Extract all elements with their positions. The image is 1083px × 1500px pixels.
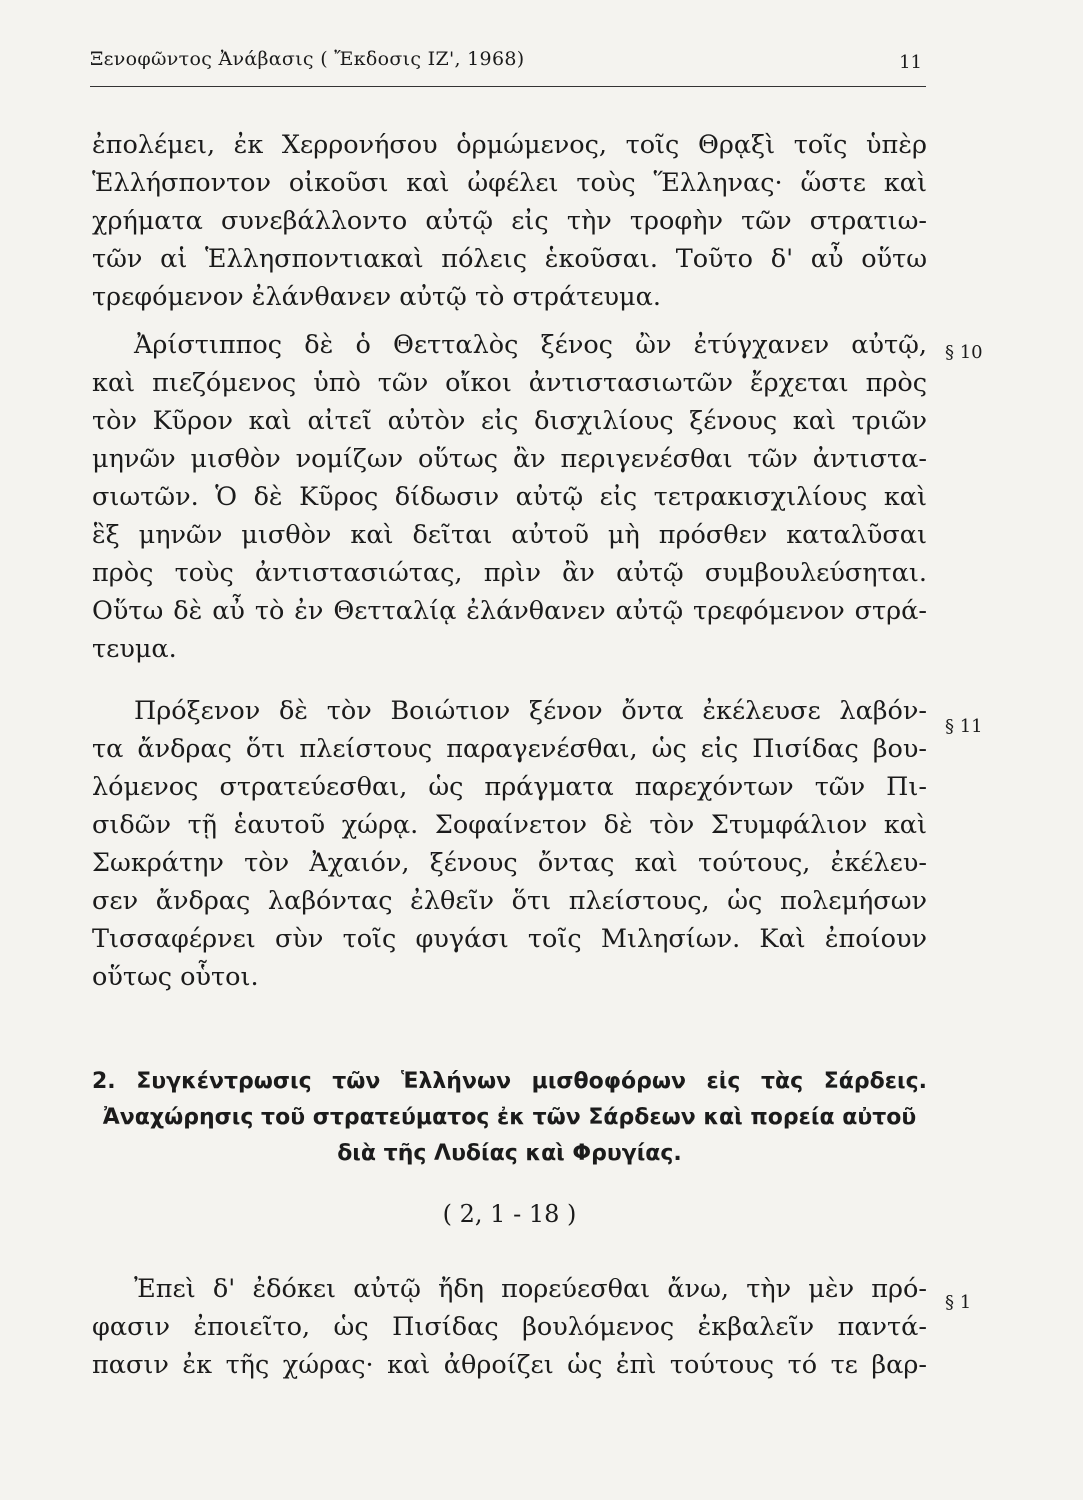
text-line: ἐπολέμει, ἐκ Χερρονήσου ὁρμώμενος, τοῖς Θρᾳξὶ τοῖς ὑπὲρ (92, 130, 927, 160)
text-line: τρεφόμενον ἐλάνθανεν αὐτῷ τὸ στράτευμα. (92, 282, 661, 312)
text-line: ἓξ μηνῶν μισθὸν καὶ δεῖται αὐτοῦ μὴ πρόσθεν καταλῦσαι (92, 520, 927, 550)
text-line: πρὸς τοὺς ἀντιστασιώτας, πρὶν ἂν αὐτῷ συμβουλεύσηται. (92, 558, 927, 588)
text-line: λόμενος στρατεύεσθαι, ὡς πράγματα παρεχόντων τῶν Πι- (92, 772, 927, 802)
page-number: 11 (899, 52, 922, 73)
text-line: Τισσαφέρνει σὺν τοῖς φυγάσι τοῖς Μιλησίων. Καὶ ἐποίουν (92, 924, 927, 954)
text-line: σιδῶν τῇ ἑαυτοῦ χώρᾳ. Σοφαίνετον δὲ τὸν Στυμφάλιον καὶ (92, 810, 927, 840)
text-line: Πρόξενον δὲ τὸν Βοιώτιον ξένον ὄντα ἐκέλευσε λαβόν- (134, 696, 927, 726)
section-heading (92, 1064, 927, 1172)
text-line: φασιν ἐποιεῖτο, ὡς Πισίδας βουλόμενος ἐκβαλεῖν παντά- (92, 1312, 927, 1342)
chapter-range: ( 2, 1 - 18 ) (442, 1200, 577, 1228)
section-mark-11: § 11 (945, 716, 983, 737)
text-line: οὕτως οὗτοι. (92, 962, 259, 992)
text-line: σεν ἄνδρας λαβόντας ἐλθεῖν ὅτι πλείστους, ὡς πολεμήσων (92, 886, 927, 916)
text-line: τὸν Κῦρον καὶ αἰτεῖ αὐτὸν εἰς δισχιλίους ξένους καὶ τριῶν (92, 406, 927, 436)
text-line: τευμα. (92, 634, 177, 664)
running-title: Ξενοφῶντος Ἀνάβασις ( Ἔκδοσις ΙΖ', 1968) (90, 48, 525, 70)
heading-line: Ἀναχώρησις τοῦ στρατεύματος ἐκ τῶν Σάρδεων καὶ πορεία αὐτοῦ (102, 1105, 917, 1130)
paragraph-3 (92, 692, 927, 996)
paragraph-1 (92, 126, 927, 316)
running-header (90, 46, 926, 87)
text-line: Οὕτω δὲ αὖ τὸ ἐν Θετταλίᾳ ἐλάνθανεν αὐτῷ τρεφόμενον στρά- (92, 596, 927, 626)
text-line: Ἀρίστιππος δὲ ὁ Θετταλὸς ξένος ὢν ἐτύγχανεν αὐτῷ, (134, 330, 927, 360)
text-line: τα ἄνδρας ὅτι πλείστους παραγενέσθαι, ὡς εἰς Πισίδας βου- (92, 734, 927, 764)
heading-line: διὰ τῆς Λυδίας καὶ Φρυγίας. (337, 1141, 682, 1166)
text-line: Ἐπεὶ δ' ἐδόκει αὐτῷ ἤδη πορεύεσθαι ἄνω, τὴν μὲν πρό- (134, 1274, 927, 1304)
text-line: τῶν αἱ Ἑλλησποντιακαὶ πόλεις ἑκοῦσαι. Τοῦτο δ' αὖ οὕτω (92, 244, 927, 274)
text-line: Ἑλλήσποντον οἰκοῦσι καὶ ὠφέλει τοὺς Ἕλληνας· ὥστε καὶ (92, 168, 927, 198)
paragraph-4 (92, 1270, 927, 1384)
text-line: πασιν ἐκ τῆς χώρας· καὶ ἀθροίζει ὡς ἐπὶ τούτους τό τε βαρ- (92, 1350, 927, 1380)
text-line: σιωτῶν. Ὁ δὲ Κῦρος δίδωσιν αὐτῷ εἰς τετρακισχιλίους καὶ (92, 482, 927, 512)
text-line: Σωκράτην τὸν Ἀχαιόν, ξένους ὄντας καὶ τούτους, ἐκέλευ- (92, 848, 927, 878)
paragraph-2 (92, 326, 927, 668)
heading-line: 2. Συγκέντρωσις τῶν Ἑλλήνων μισθοφόρων εἰς τὰς Σάρδεις. (92, 1069, 927, 1094)
text-line: καὶ πιεζόμενος ὑπὸ τῶν οἴκοι ἀντιστασιωτῶν ἔρχεται πρὸς (92, 368, 927, 398)
text-line: χρήματα συνεβάλλοντο αὐτῷ εἰς τὴν τροφὴν τῶν στρατιω- (92, 206, 927, 236)
section-mark-10: § 10 (945, 342, 983, 363)
text-line: μηνῶν μισθὸν νομίζων οὕτως ἂν περιγενέσθαι τῶν ἀντιστα- (92, 444, 927, 474)
section-mark-1: § 1 (945, 1292, 972, 1313)
